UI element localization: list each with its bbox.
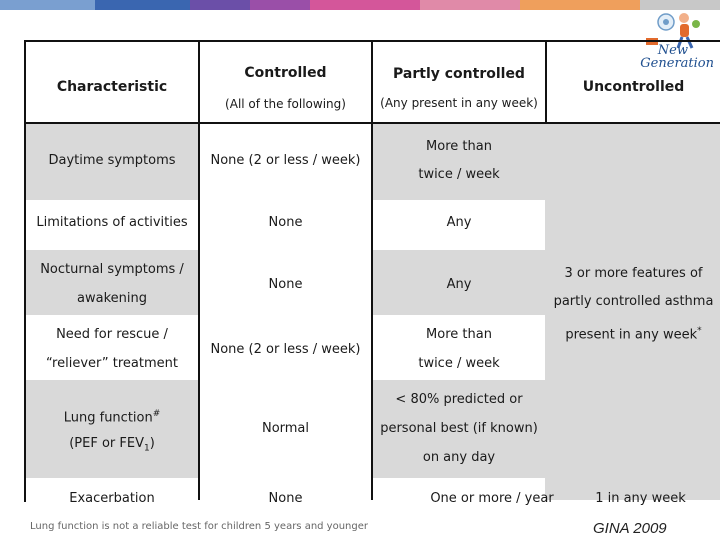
row-controlled: None (2 or less / week) (210, 153, 361, 168)
row-partly: More than (426, 327, 492, 342)
asterisk-marker: * (697, 326, 702, 336)
row-characteristic: Exacerbation (69, 491, 155, 506)
top-color-stripe (0, 0, 720, 10)
row-characteristic: “reliever” treatment (46, 356, 178, 371)
stripe-segment (190, 0, 250, 10)
header-partly-sub: (Any present in any week) (380, 96, 538, 110)
row-controlled: None (268, 277, 303, 292)
header-controlled: Controlled (244, 65, 327, 81)
row-partly: Any (446, 215, 472, 230)
row-characteristic: Daytime symptoms (48, 153, 176, 168)
hash-marker: # (152, 409, 161, 419)
lung-function-label: Lung function (63, 410, 153, 426)
uncontrolled-exacerbation: 1 in any week (595, 491, 686, 506)
row-partly: twice / week (418, 167, 500, 182)
row-partly: More than (426, 139, 492, 154)
row-controlled: Normal (261, 421, 310, 436)
stripe-segment (0, 0, 95, 10)
row-partly: < 80% predicted or (395, 392, 523, 407)
fev-subscript: 1 (143, 443, 150, 454)
row-characteristic: awakening (77, 291, 147, 306)
uncontrolled-text: partly controlled asthma (553, 294, 714, 309)
row-controlled: None (268, 491, 303, 506)
row-controlled: None (268, 215, 303, 230)
row-band-lung-left (26, 380, 198, 478)
row-partly: twice / week (418, 356, 500, 371)
uncontrolled-present: present in any week (565, 327, 698, 343)
stripe-segment (95, 0, 190, 10)
header-controlled-sub: (All of the following) (225, 97, 346, 111)
logo-word-generation: Generation (640, 56, 714, 71)
stripe-segment (520, 0, 640, 10)
row-characteristic: Nocturnal symptoms / (40, 262, 184, 277)
source-credit: GINA 2009 (593, 520, 667, 537)
footnote: Lung function is not a reliable test for children 5 years and younger (30, 521, 369, 532)
row-partly: personal best (if known) (380, 421, 538, 436)
uncontrolled-band (545, 124, 720, 500)
row-partly: on any day (422, 450, 496, 465)
header-partly-controlled: Partly controlled (393, 66, 525, 82)
row-characteristic: Need for rescue / (56, 327, 168, 342)
logo-word-new: New (657, 43, 688, 58)
pef-fev-label: (PEF or FEV (69, 436, 144, 451)
header-characteristic: Characteristic (56, 79, 168, 95)
uncontrolled-text: 3 or more features of (564, 266, 703, 281)
stripe-segment (420, 0, 520, 10)
stripe-segment (250, 0, 310, 10)
row-characteristic: Limitations of activities (36, 215, 188, 230)
row-partly: Any (446, 277, 472, 292)
row-band-daytime-right (372, 124, 545, 200)
row-characteristic (26, 436, 198, 457)
uncontrolled-text (547, 323, 720, 343)
row-controlled: None (2 or less / week) (210, 342, 361, 357)
row-characteristic (26, 406, 198, 426)
header-uncontrolled: Uncontrolled (582, 79, 685, 95)
stripe-segment (640, 0, 720, 10)
row-partly: One or more / year (430, 491, 554, 506)
header-divider (26, 122, 720, 124)
pef-fev-close: ) (149, 436, 155, 451)
stripe-segment (310, 0, 420, 10)
